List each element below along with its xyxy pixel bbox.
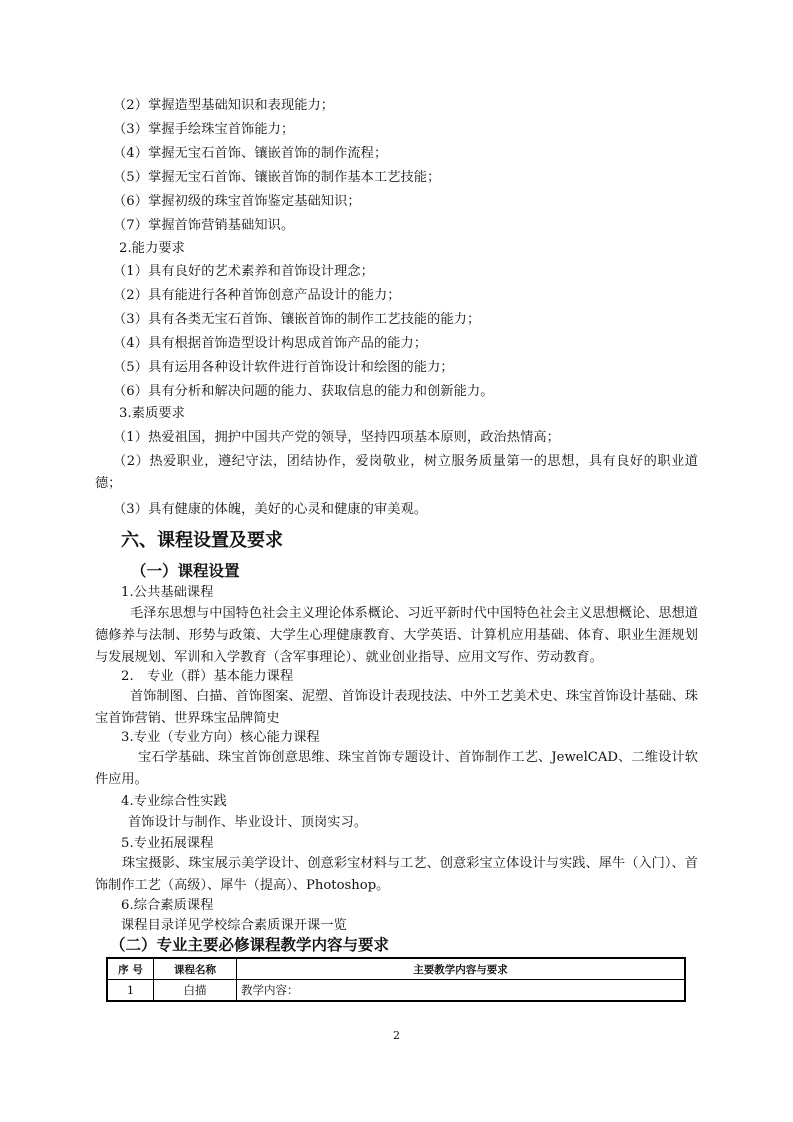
course-table	[106, 957, 686, 1002]
course-group-heading: 3.专业（专业方向）核心能力课程	[121, 730, 320, 745]
course-group-text: 毛泽东思想与中国特色社会主义理论体系概论、习近平新时代中国特色社会主义思想概论、思想道德修养与法制、形势与政策、大学生心理健康教育、大学英语、计算机应用基础、体育、职业生涯规划与发展规划、军训和入学教育（含军事理论）、就业创业指导、应用文写作、劳动教育。	[95, 606, 698, 665]
course-group-text: 课程目录详见学校综合素质课开课一览	[121, 918, 347, 933]
section-title: 六、课程设置及要求	[121, 530, 283, 551]
course-group-text: 首饰制图、白描、首饰图案、泥塑、首饰设计表现技法、中外工艺美术史、珠宝首饰设计基础、珠宝首饰营销、世界珠宝品牌简史	[95, 689, 698, 726]
course-group-text: 首饰设计与制作、毕业设计、顶岗实习。	[128, 815, 368, 830]
knowledge-item: （7）掌握首饰营销基础知识。	[113, 218, 295, 233]
ability-item: （1）具有良好的艺术素养和首饰设计理念；	[113, 264, 374, 279]
course-group-heading: 2. 专业（群）基本能力课程	[121, 669, 294, 684]
course-group-text: 宝石学基础、珠宝首饰创意思维、珠宝首饰专题设计、首饰制作工艺、JewelCAD、二维设计软件应用。	[95, 750, 698, 787]
knowledge-item: （3）掌握手绘珠宝首饰能力；	[113, 122, 295, 137]
page-number: 2	[393, 1029, 400, 1042]
course-group-heading: 5.专业拓展课程	[121, 836, 214, 851]
quality-heading: 3.素质要求	[119, 406, 185, 421]
header-course-name: 课程名称	[154, 958, 237, 980]
header-no: 序 号	[107, 958, 154, 980]
quality-item: （1）热爱祖国，拥护中国共产党的领导，坚持四项基本原则，政治热情高；	[113, 430, 560, 445]
ability-heading: 2.能力要求	[119, 241, 185, 256]
table-header-row	[107, 958, 685, 980]
ability-item: （6）具有分析和解决问题的能力、获取信息的能力和创新能力。	[113, 384, 494, 399]
ability-item: （3）具有各类无宝石首饰、镶嵌首饰的制作工艺技能的能力；	[113, 312, 481, 327]
cell-content: 教学内容：	[237, 980, 686, 1002]
subsection-title: （一）课程设置	[131, 562, 240, 580]
ability-item: （2）具有能进行各种首饰创意产品设计的能力；	[113, 288, 401, 303]
quality-item: （2）热爱职业，遵纪守法，团结协作，爱岗敬业，树立服务质量第一的思想，具有良好的职业道德；	[95, 454, 698, 491]
course-group-heading: 1.公共基础课程	[121, 585, 214, 600]
header-content: 主要教学内容与要求	[237, 958, 686, 980]
knowledge-item: （2）掌握造型基础知识和表现能力；	[113, 98, 335, 113]
knowledge-item: （4）掌握无宝石首饰、镶嵌首饰的制作流程；	[113, 146, 388, 161]
subsection-title: （二）专业主要必修课程教学内容与要求	[110, 936, 390, 954]
knowledge-item: （6）掌握初级的珠宝首饰鉴定基础知识；	[113, 194, 361, 209]
course-group-text: 珠宝摄影、珠宝展示美学设计、创意彩宝材料与工艺、创意彩宝立体设计与实践、犀牛（入门）、首饰制作工艺（高级）、犀牛（提高）、Photoshop。	[95, 856, 698, 893]
ability-item: （5）具有运用各种设计软件进行首饰设计和绘图的能力；	[113, 360, 454, 375]
course-group-heading: 4.专业综合性实践	[121, 794, 227, 809]
cell-no: 1	[107, 980, 154, 1002]
cell-course-name: 白描	[154, 980, 237, 1002]
course-group-heading: 6.综合素质课程	[121, 898, 214, 913]
knowledge-item: （5）掌握无宝石首饰、镶嵌首饰的制作基本工艺技能；	[113, 170, 441, 185]
ability-item: （4）具有根据首饰造型设计构思成首饰产品的能力；	[113, 336, 428, 351]
quality-item: （3）具有健康的体魄，美好的心灵和健康的审美观。	[113, 502, 428, 517]
table-row	[107, 980, 685, 1002]
